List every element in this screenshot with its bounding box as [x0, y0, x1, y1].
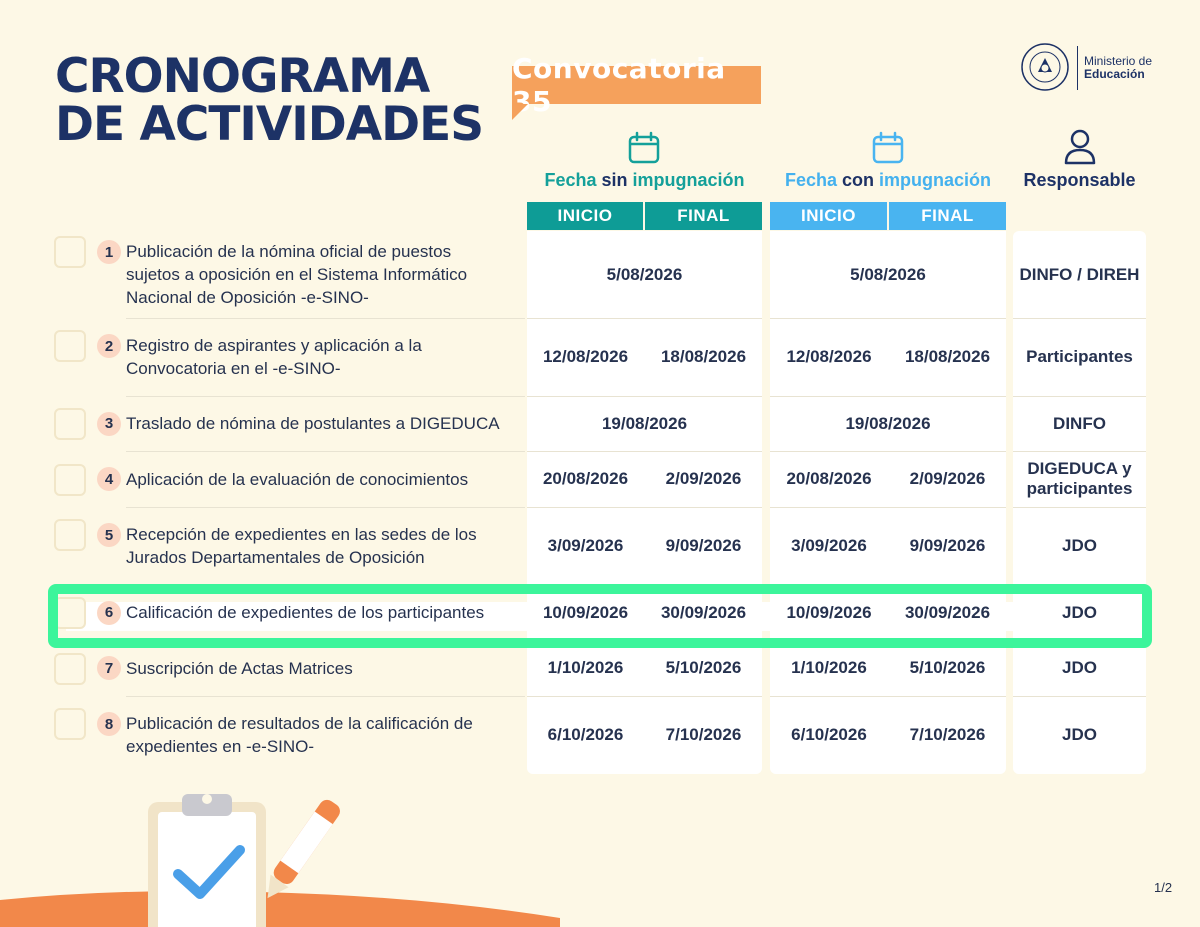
responsable-text: DINFO / DIREH [1019, 264, 1140, 284]
activity-text-line: Nacional de Oposición -e-SINO- [126, 288, 369, 307]
responsable-cell [1013, 696, 1146, 774]
date-sin-impugnacion: 19/08/2026 [601, 413, 688, 433]
activity-text-line: Traslado de nómina de postulantes a DIGEDUCA [126, 414, 500, 433]
activity-text [126, 657, 353, 680]
date-inicio-sin-impugnacion: 3/09/2026 [547, 536, 624, 555]
column-header-con-impugnacion: Fecha con impugnación [784, 170, 992, 190]
ministry-name-line1: Ministerio de [1084, 54, 1153, 68]
row-number-badge: 1 [97, 240, 121, 264]
activity-text-line: Publicación de resultados de la calificación de [126, 714, 473, 733]
page-title-line1: CRONOGRAMA [55, 49, 430, 104]
date-final-con-impugnacion: 9/09/2026 [909, 536, 986, 555]
activity-description [126, 451, 521, 507]
activity-text-line: Publicación de la nómina oficial de puestos [126, 242, 452, 261]
responsable-text: DINFO [1053, 413, 1106, 433]
activity-description [126, 318, 521, 396]
activity-text-line: Aplicación de la evaluación de conocimientos [126, 469, 469, 489]
row-checkbox[interactable] [54, 653, 86, 685]
responsable-text: JDO [1062, 602, 1097, 622]
row-number-badge: 7 [97, 656, 121, 680]
column-header-sin-impugnacion: Fecha sin impugnación [544, 170, 745, 190]
date-final-sin-impugnacion: 9/09/2026 [665, 536, 742, 555]
date-sin-impugnacion: 5/08/2026 [606, 264, 683, 284]
activity-description [126, 696, 521, 774]
row-checkbox[interactable] [54, 408, 86, 440]
date-final-con-impugnacion: 5/10/2026 [909, 658, 986, 677]
date-con-impugnacion: 19/08/2026 [845, 413, 931, 433]
responsable-cell [1013, 396, 1146, 451]
date-final-sin-impugnacion: 5/10/2026 [665, 658, 742, 677]
row-checkbox[interactable] [54, 236, 86, 268]
row-number-badge: 4 [97, 467, 121, 491]
activity-text-line: sujetos a oposición en el Sistema Informático [126, 265, 468, 284]
date-inicio-sin-impugnacion: 1/10/2026 [547, 658, 624, 677]
date-final-con-impugnacion: 2/09/2026 [909, 469, 986, 488]
date-inicio-sin-impugnacion: 20/08/2026 [542, 469, 629, 488]
header-final-con: FINAL [889, 202, 1006, 230]
responsable-cell [1013, 231, 1146, 318]
calendar-icon [627, 131, 661, 165]
responsable-text: JDO [1062, 658, 1097, 677]
convocatoria-badge: Convocatoria 35 [512, 66, 761, 104]
row-number-badge: 3 [97, 412, 121, 436]
header-inicio-sin: INICIO [527, 202, 643, 230]
activity-text-line: expedientes en -e-SINO- [126, 737, 315, 756]
date-inicio-con-impugnacion: 10/09/2026 [786, 602, 872, 622]
activity-text-line: Registro de aspirantes y aplicación a la [126, 336, 422, 355]
date-inicio-con-impugnacion: 12/08/2026 [786, 347, 872, 366]
activity-text-line: Suscripción de Actas Matrices [126, 658, 353, 678]
activity-description [126, 231, 521, 318]
activity-text-line: Calificación de expedientes de los participantes [126, 603, 485, 622]
highlight-box [48, 584, 1152, 648]
guatemala-seal-icon [1020, 42, 1070, 92]
responsable-cell [1013, 451, 1146, 507]
date-inicio-con-impugnacion: 3/09/2026 [791, 536, 867, 555]
column-header-responsable: Responsable [1023, 170, 1136, 190]
date-inicio-con-impugnacion: 1/10/2026 [791, 658, 867, 677]
date-inicio-con-impugnacion: 6/10/2026 [791, 725, 867, 744]
logo-divider [1077, 46, 1078, 90]
activity-description [126, 396, 521, 451]
activity-text-line: Convocatoria en el -e-SINO- [126, 359, 341, 378]
page-number: 1/2 [1154, 880, 1173, 895]
activity-description [126, 507, 521, 585]
date-final-sin-impugnacion: 30/09/2026 [660, 602, 747, 622]
responsable-text: JDO [1062, 536, 1097, 555]
responsable-text: participantes [1026, 479, 1133, 498]
date-final-con-impugnacion: 30/09/2026 [904, 602, 991, 622]
row-checkbox[interactable] [54, 464, 86, 496]
activity-text [126, 412, 500, 435]
row-number-badge: 5 [97, 523, 121, 547]
clipboard-checkmark-illustration [140, 790, 340, 927]
row-number-badge: 8 [97, 712, 121, 736]
date-final-sin-impugnacion: 2/09/2026 [665, 469, 742, 488]
date-final-sin-impugnacion: 7/10/2026 [665, 725, 742, 744]
responsable-cell [1013, 318, 1146, 396]
row-checkbox[interactable] [54, 330, 86, 362]
activity-text [126, 712, 473, 758]
date-final-con-impugnacion: 7/10/2026 [909, 725, 986, 744]
activity-description [126, 640, 521, 696]
date-final-sin-impugnacion: 18/08/2026 [660, 347, 747, 366]
date-final-con-impugnacion: 18/08/2026 [904, 347, 991, 366]
responsable-text: JDO [1062, 725, 1097, 744]
responsable-text: Participantes [1026, 347, 1133, 366]
row-checkbox[interactable] [54, 708, 86, 740]
row-number-badge: 6 [97, 601, 121, 625]
responsable-cell [1013, 507, 1146, 585]
date-inicio-con-impugnacion: 20/08/2026 [786, 469, 872, 488]
activity-text [126, 334, 422, 380]
date-inicio-sin-impugnacion: 10/09/2026 [542, 602, 629, 622]
date-inicio-sin-impugnacion: 6/10/2026 [547, 725, 624, 744]
date-con-impugnacion: 5/08/2026 [850, 264, 926, 284]
badge-tail-shape [512, 104, 528, 120]
header-inicio-con: INICIO [770, 202, 887, 230]
date-inicio-sin-impugnacion: 12/08/2026 [542, 347, 629, 366]
ministry-name-line2: Educación [1084, 67, 1145, 81]
row-number-badge: 2 [97, 334, 121, 358]
header-final-sin: FINAL [645, 202, 762, 230]
activity-text [126, 468, 468, 491]
person-icon [1063, 128, 1097, 166]
calendar-icon [871, 131, 905, 165]
activity-text [126, 240, 467, 309]
row-checkbox[interactable] [54, 519, 86, 551]
responsable-text: DIGEDUCA y [1027, 459, 1132, 478]
activity-text [126, 523, 477, 569]
activity-text-line: Recepción de expedientes en las sedes de los [126, 525, 477, 544]
page-title-line2: DE ACTIVIDADES [55, 97, 484, 152]
responsable-cell [1013, 640, 1146, 696]
activity-text-line: Jurados Departamentales de Oposición [126, 548, 425, 567]
